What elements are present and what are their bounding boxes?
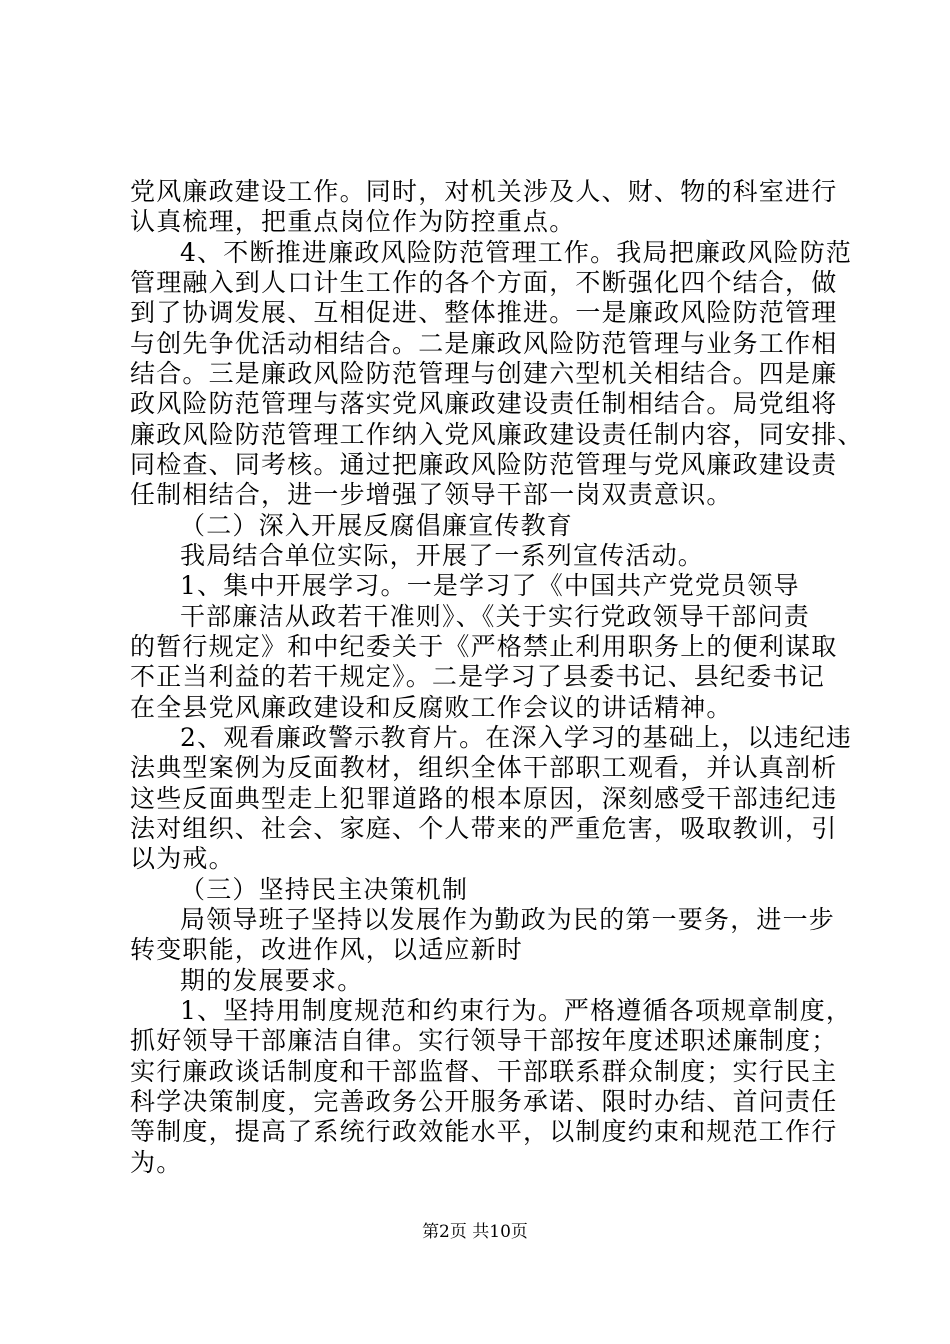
text-line: 这些反面典型走上犯罪道路的根本原因，深刻感受干部违纪违 <box>130 784 838 813</box>
text-line: 以为戒。 <box>130 844 235 873</box>
text-line: 科学决策制度，完善政务公开服务承诺、限时办结、首问责任 <box>130 1087 838 1116</box>
section-heading: （三）坚持民主决策机制 <box>180 875 469 904</box>
text-line: 1、集中开展学习。一是学习了《中国共产党党员领导 <box>180 571 800 600</box>
text-line: 局领导班子坚持以发展作为勤政为民的第一要务，进一步 <box>180 905 836 934</box>
text-line: 2、观看廉政警示教育片。在深入学习的基础上，以违纪违 <box>180 723 853 752</box>
section-heading: （二）深入开展反腐倡廉宣传教育 <box>180 511 574 540</box>
text-line: 等制度，提高了系统行政效能水平，以制度约束和规范工作行 <box>130 1117 838 1146</box>
text-line: 政风险防范管理与落实党风廉政建设责任制相结合。局党组将 <box>130 389 838 418</box>
text-line: 廉政风险防范管理工作纳入党风廉政建设责任制内容，同安排、 <box>130 420 864 449</box>
text-line: 1、坚持用制度规范和约束行为。严格遵循各项规章制度， <box>180 996 853 1025</box>
text-line: 干部廉洁从政若干准则》、《关于实行党政领导干部问责 <box>180 602 811 631</box>
text-line: 同检查、同考核。通过把廉政风险防范管理与党风廉政建设责 <box>130 450 838 479</box>
text-line: 党风廉政建设工作。同时，对机关涉及人、财、物的科室进行 <box>130 177 838 206</box>
text-line: 4、不断推进廉政风险防范管理工作。我局把廉政风险防范 <box>180 238 853 267</box>
text-line: 与创先争优活动相结合。二是廉政风险防范管理与业务工作相 <box>130 329 838 358</box>
text-line: 我局结合单位实际，开展了一系列宣传活动。 <box>180 541 705 570</box>
text-line: 期的发展要求。 <box>180 966 364 995</box>
text-line: 管理融入到人口计生工作的各个方面，不断强化四个结合，做 <box>130 268 838 297</box>
text-line: 到了协调发展、互相促进、整体推进。一是廉政风险防范管理 <box>130 298 838 327</box>
text-line: 抓好领导干部廉洁自律。实行领导干部按年度述职述廉制度； <box>130 1026 838 1055</box>
text-line: 法典型案例为反面教材，组织全体干部职工观看，并认真剖析 <box>130 753 838 782</box>
text-line: 不正当利益的若干规定》。二是学习了县委书记、县纪委书记 <box>130 662 825 691</box>
text-line: 任制相结合，进一步增强了领导干部一岗双责意识。 <box>130 480 733 509</box>
page-footer: 第2页 共10页 <box>422 1222 528 1242</box>
text-line: 实行廉政谈话制度和干部监督、干部联系群众制度；实行民主 <box>130 1057 838 1086</box>
text-line: 的暂行规定》和中纪委关于《严格禁止利用职务上的便利谋取 <box>130 632 838 661</box>
text-line: 转变职能，改进作风，以适应新时 <box>130 935 524 964</box>
text-line: 法对组织、社会、家庭、个人带来的严重危害，吸取教训，引 <box>130 814 838 843</box>
text-line: 认真梳理，把重点岗位作为防控重点。 <box>130 207 576 236</box>
text-line: 结合。三是廉政风险防范管理与创建六型机关相结合。四是廉 <box>130 359 838 388</box>
text-line: 在全县党风廉政建设和反腐败工作会议的讲话精神。 <box>130 693 733 722</box>
text-line: 为。 <box>130 1148 183 1177</box>
